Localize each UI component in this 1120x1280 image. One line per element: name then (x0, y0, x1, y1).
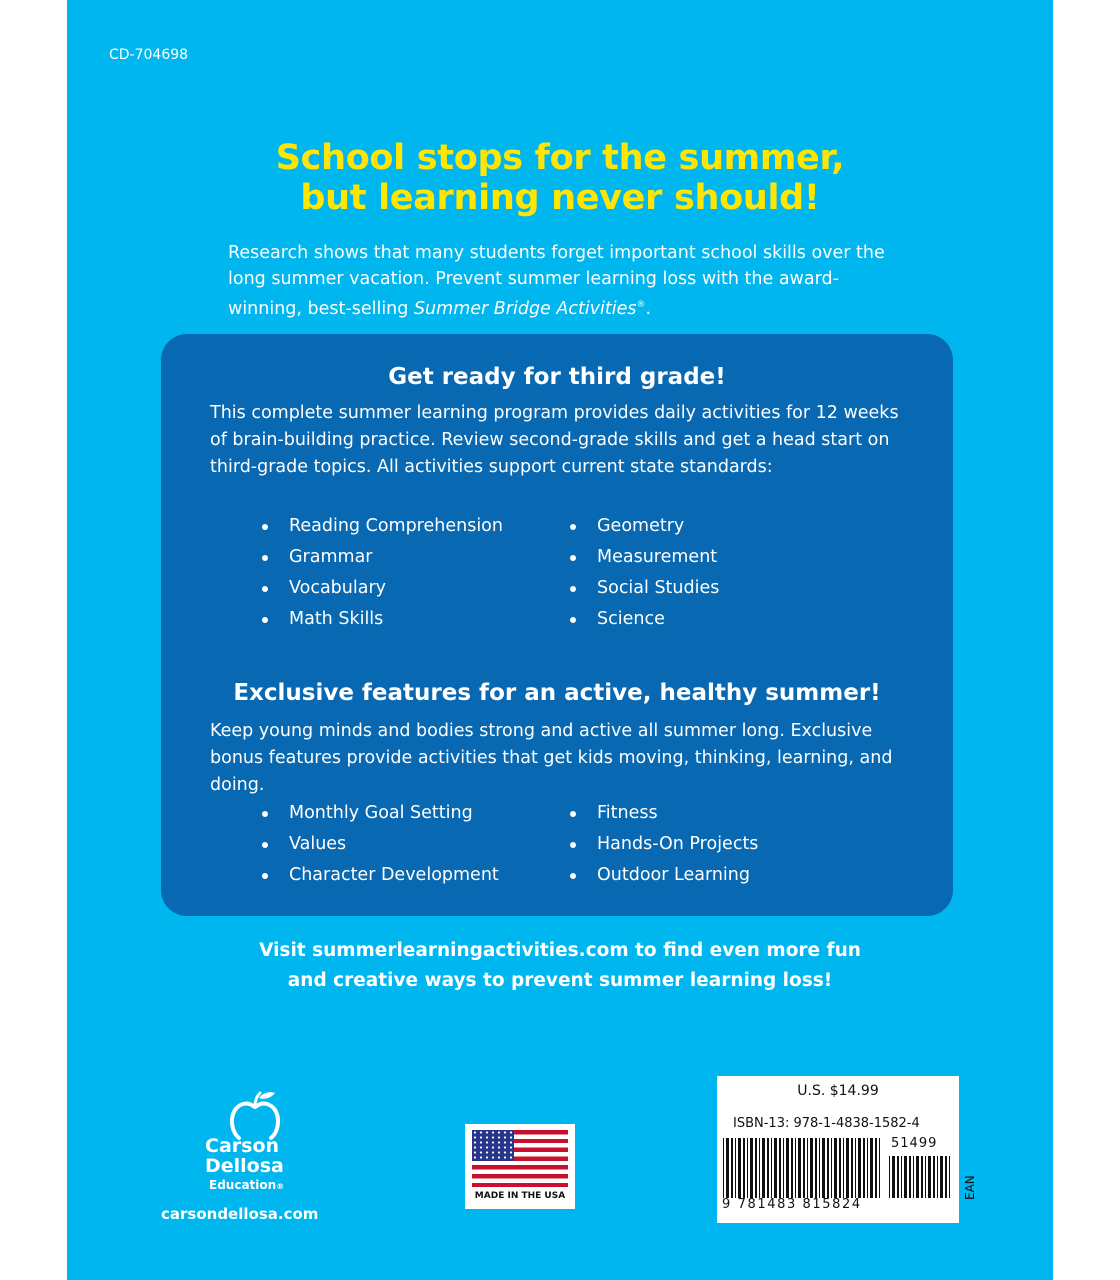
section1-list-left (261, 511, 503, 635)
publisher-name-line-2: Dellosa (205, 1155, 284, 1177)
made-in-usa-label: MADE IN THE USA (474, 1191, 566, 1201)
barcode-bar (783, 1138, 784, 1198)
features-panel (161, 334, 953, 916)
barcode-bar (913, 1156, 914, 1198)
barcode-bar (851, 1138, 853, 1198)
barcode-bar (879, 1138, 880, 1198)
barcode-bar (786, 1138, 789, 1198)
barcode-bar (767, 1138, 769, 1198)
publisher-name-line-1: Carson (205, 1135, 280, 1157)
barcode-bar (762, 1138, 765, 1198)
publisher-website[interactable]: carsondellosa.com (161, 1205, 319, 1223)
barcode-bar (750, 1138, 753, 1198)
book-back-cover (67, 0, 1053, 1280)
section2-list-right (569, 798, 758, 891)
isbn-label: ISBN-13: 978-1-4838-1582-4 (733, 1116, 920, 1131)
barcode-bar (807, 1138, 808, 1198)
barcode-bar (875, 1138, 877, 1198)
visit-message (67, 936, 1053, 996)
barcode-bar (916, 1156, 919, 1198)
list-item: Character Development (261, 860, 499, 891)
barcode-bar (937, 1156, 938, 1198)
barcode-bar (731, 1138, 733, 1198)
barcode-bar (921, 1156, 923, 1198)
intro-paragraph (228, 240, 908, 322)
list-item: Grammar (261, 542, 503, 573)
barcode-bar (743, 1138, 745, 1198)
barcode-bar (738, 1138, 741, 1198)
publisher-education: Education (209, 1178, 277, 1192)
list-item: Fitness (569, 798, 758, 829)
price-label: U.S. $14.99 (797, 1083, 879, 1099)
list-item: Science (569, 604, 719, 635)
barcode-bar (726, 1138, 729, 1198)
barcode-bar (870, 1138, 873, 1198)
barcode-bar (774, 1138, 777, 1198)
list-item: Values (261, 829, 499, 860)
section1-list-right (569, 511, 719, 635)
list-item: Reading Comprehension (261, 511, 503, 542)
product-code: CD-704698 (109, 47, 189, 63)
barcode-bar (834, 1138, 837, 1198)
barcode-bar (855, 1138, 856, 1198)
barcode-bar (759, 1138, 760, 1198)
barcode-bar (867, 1138, 868, 1198)
barcode-bar (723, 1138, 724, 1198)
barcode-bar (810, 1138, 813, 1198)
list-item: Vocabulary (261, 573, 503, 604)
ean-label: EAN (963, 1175, 977, 1200)
barcode-label (717, 1076, 959, 1223)
ean13-number: 9 781483 815824 (722, 1197, 862, 1212)
section2-body: Keep young minds and bodies strong and active all summer long. Exclusive bonus features provide activities that get kids moving, thinking, learning, and doing. (210, 721, 893, 795)
list-item: Math Skills (261, 604, 503, 635)
barcode-bar (928, 1156, 931, 1198)
barcode-bars (723, 1138, 881, 1198)
section2-list-left (261, 798, 499, 891)
series-title: Summer Bridge Activities (413, 298, 637, 319)
barcode-bar (795, 1138, 796, 1198)
intro-text: Research shows that many students forget important school skills over the long summer vacation. Prevent summer learning loss with the award-winning, best-selling (228, 243, 885, 319)
barcode-bar (735, 1138, 736, 1198)
barcode-bar (904, 1156, 907, 1198)
flag-canton (472, 1130, 514, 1161)
barcode-bar (822, 1138, 825, 1198)
barcode-bar (827, 1138, 829, 1198)
barcode-bar (949, 1156, 950, 1198)
barcode-bar (839, 1138, 841, 1198)
visit-line-1: Visit summerlearningactivities.com to find even more fun (259, 940, 861, 961)
barcode-bar (843, 1138, 844, 1198)
list-item: Hands-On Projects (569, 829, 758, 860)
barcode-bar (940, 1156, 943, 1198)
us-flag-icon (472, 1130, 568, 1187)
intro-ending: . (645, 298, 652, 319)
list-item: Measurement (569, 542, 719, 573)
publisher-registered-mark: ® (276, 1182, 285, 1191)
barcode-bar (909, 1156, 911, 1198)
visit-line-2: and creative ways to prevent summer learning loss! (287, 970, 833, 991)
barcode-bar (892, 1156, 895, 1198)
section1-body: This complete summer learning program provides daily activities for 12 weeks of brain-building practice. Review second-grade skills and get a head start on third-grade topics. All activities support current state standards: (210, 403, 899, 477)
headline-line-1: School stops for the summer, (275, 138, 845, 178)
barcode-bar (933, 1156, 935, 1198)
addon-code: 51499 (891, 1136, 938, 1151)
list-item: Geometry (569, 511, 719, 542)
section1-heading: Get ready for third grade! (388, 364, 726, 390)
publisher-name-line-3 (209, 1178, 284, 1192)
barcode-bar (846, 1138, 849, 1198)
barcode-bar (791, 1138, 793, 1198)
barcode-bar (779, 1138, 781, 1198)
barcode-bar (889, 1156, 890, 1198)
barcode-bar (771, 1138, 772, 1198)
registered-mark: ® (636, 300, 646, 310)
section2-heading: Exclusive features for an active, healthy summer! (233, 680, 881, 706)
addon-barcode-bars (889, 1156, 951, 1198)
apple-icon (225, 1090, 285, 1140)
barcode-bar (858, 1138, 861, 1198)
barcode-bar (798, 1138, 801, 1198)
barcode-bar (863, 1138, 865, 1198)
barcode-bar (901, 1156, 902, 1198)
barcode-bar (755, 1138, 757, 1198)
barcode-bar (945, 1156, 947, 1198)
list-item: Social Studies (569, 573, 719, 604)
headline (67, 138, 1053, 218)
barcode-bar (897, 1156, 899, 1198)
list-item: Monthly Goal Setting (261, 798, 499, 829)
barcode-bar (831, 1138, 832, 1198)
barcode-bar (925, 1156, 926, 1198)
headline-line-2: but learning never should! (300, 178, 820, 218)
barcode-bar (747, 1138, 748, 1198)
barcode-bar (803, 1138, 805, 1198)
list-item: Outdoor Learning (569, 860, 758, 891)
made-in-usa-badge (465, 1124, 575, 1209)
barcode-bar (819, 1138, 820, 1198)
barcode-bar (815, 1138, 817, 1198)
